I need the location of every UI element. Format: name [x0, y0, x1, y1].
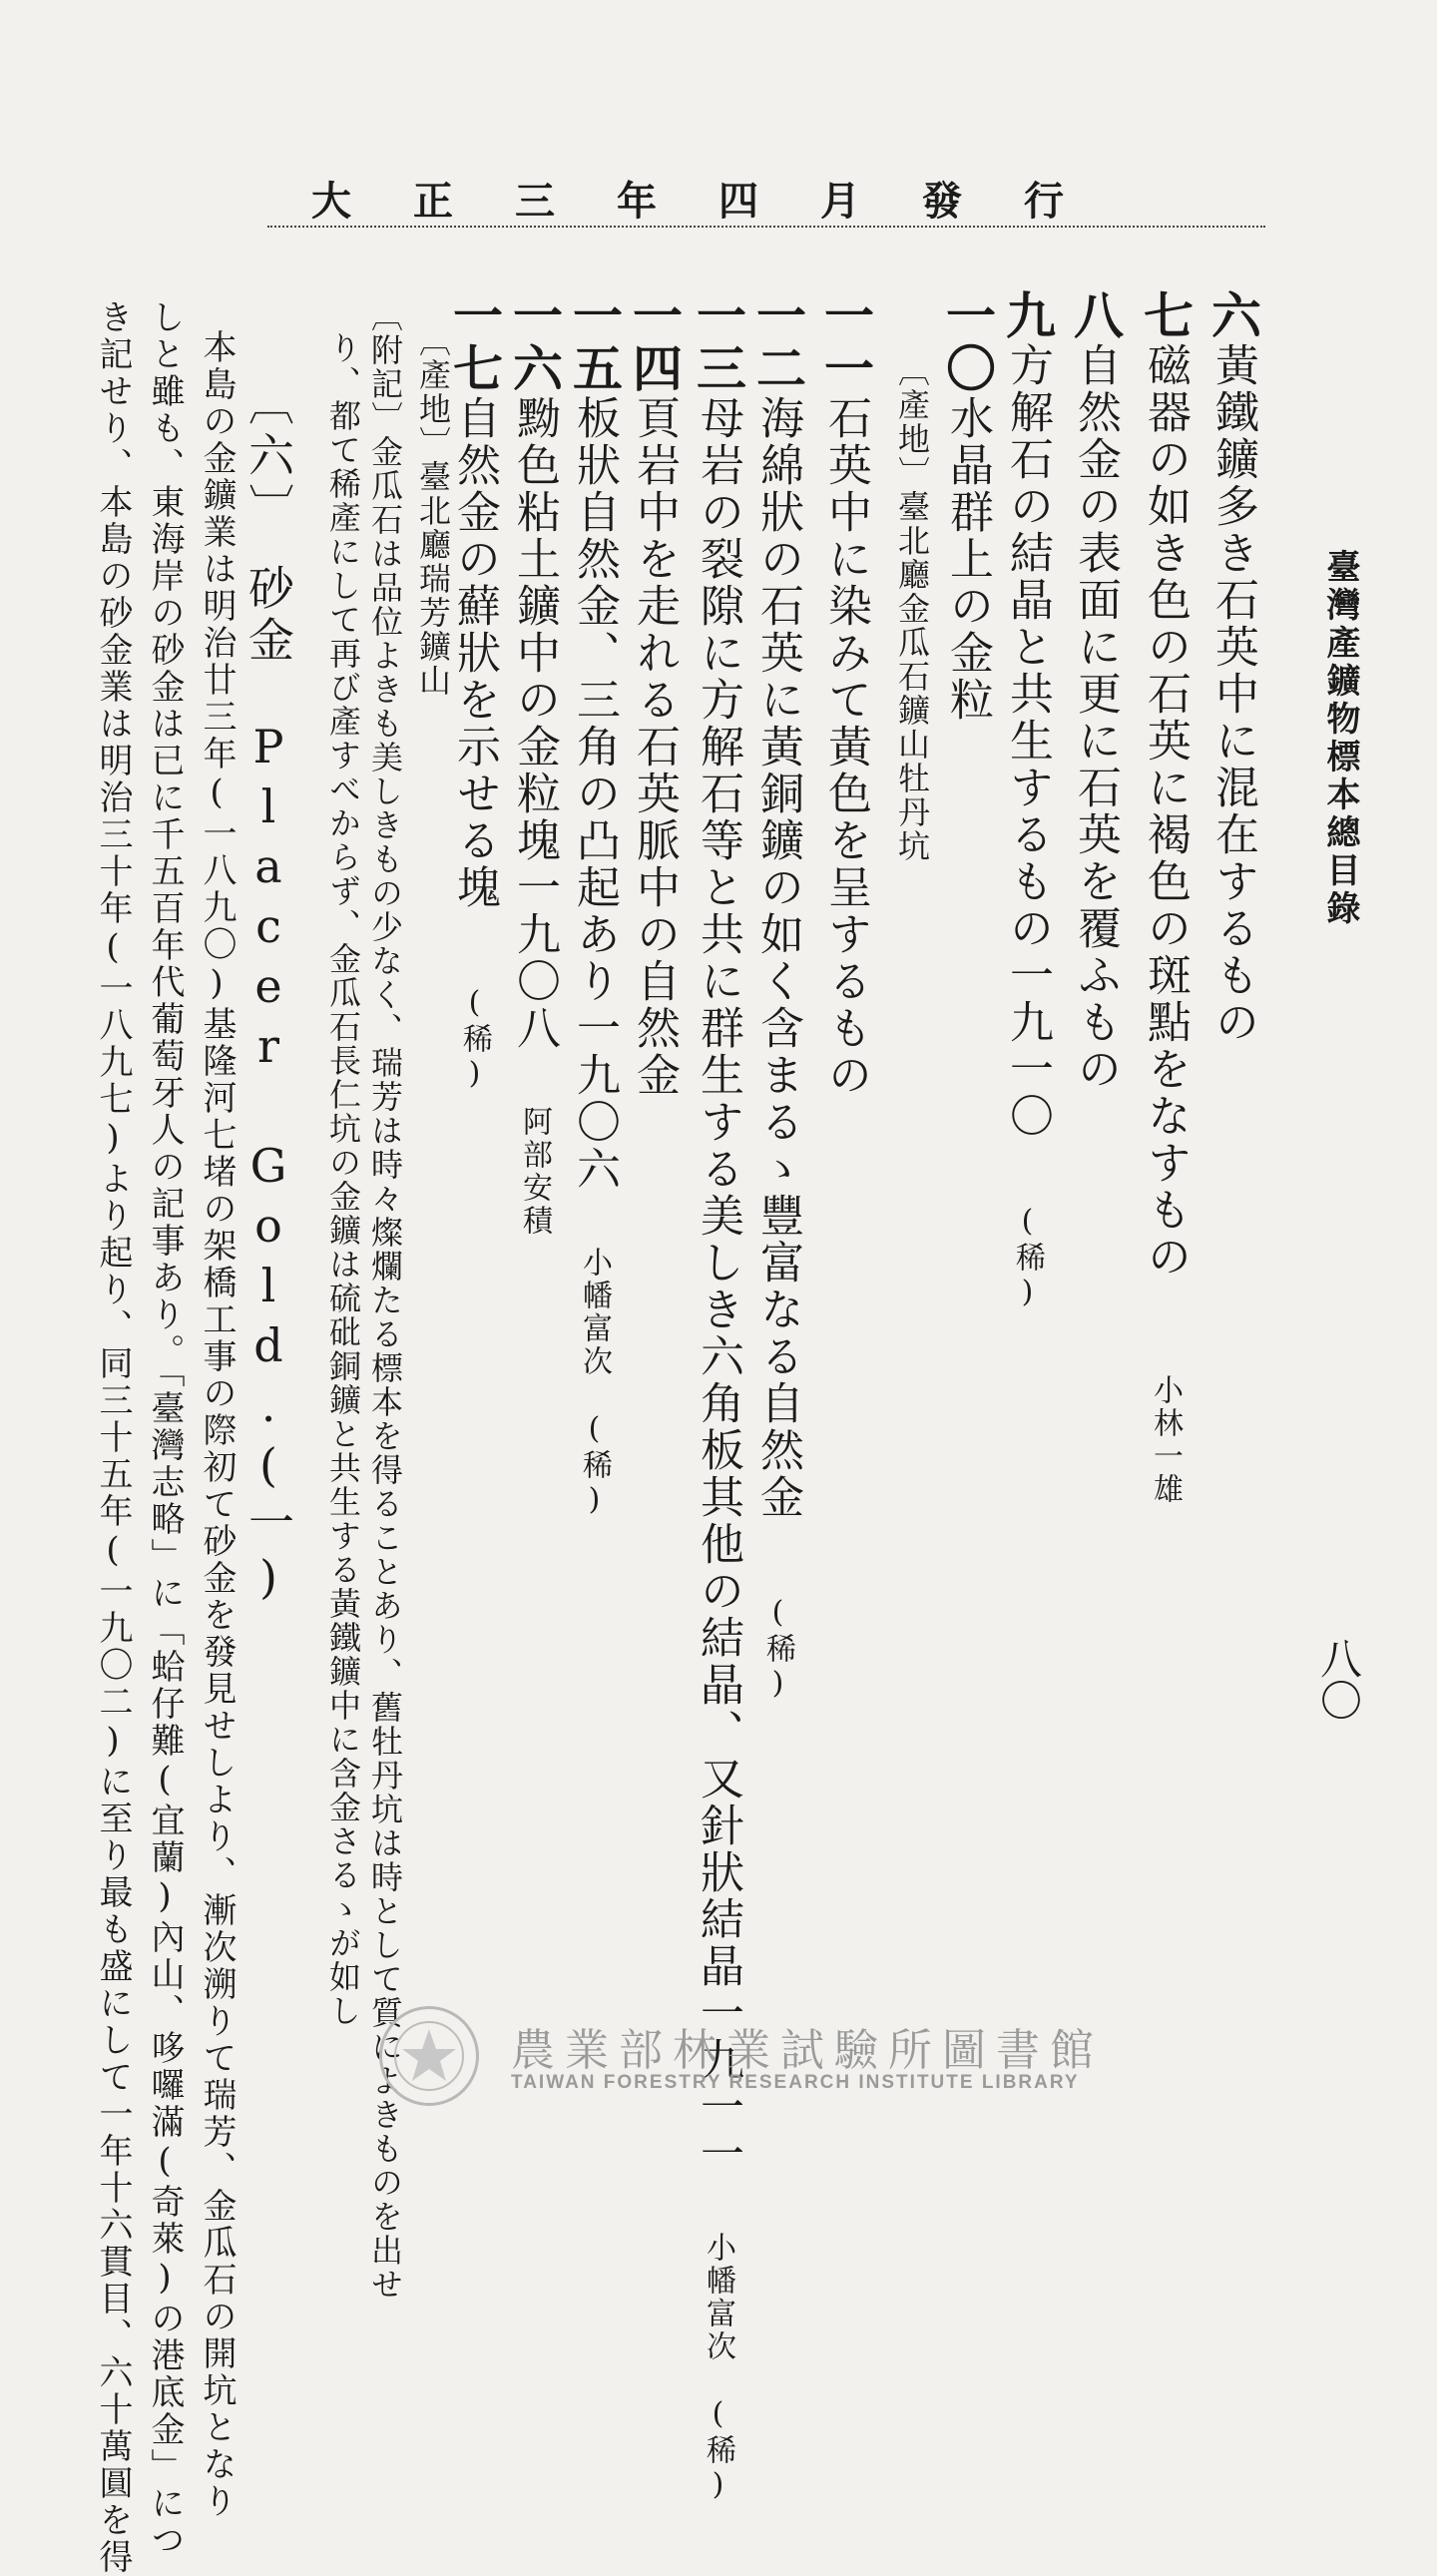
page-header: 大正三年四月發行	[311, 178, 1126, 225]
locality-text: 〔產地〕臺北廳瑞芳鑛山	[414, 324, 452, 698]
entry-number: 一六	[505, 289, 564, 395]
entry-text: 板狀自然金、三角の凸起あり一九〇六	[569, 395, 620, 1193]
entry-8	[1066, 289, 1125, 1093]
entry-15	[565, 289, 624, 1520]
entry-text: 黝色粘土鑛中の金粒塊一九〇八	[509, 395, 560, 1052]
entry-text: 自然金の蘚狀を示せる塊	[449, 395, 500, 911]
entry-number: 一〇	[938, 289, 997, 395]
entry-text: 黃鐵鑛多き石英中に混在するもの	[1207, 342, 1258, 1046]
entry-locality	[414, 324, 452, 698]
entry-text: 石英中に染みて黃色を呈するもの	[820, 395, 871, 1099]
entry-note: (稀)	[1010, 1204, 1045, 1312]
entry-number: 一七	[445, 289, 504, 395]
entry-number: 一五	[565, 289, 624, 395]
body-paragraph-line: 本島の金鑛業は明治廿三年(一八九〇)基隆河七堵の架橋工事の際初て砂金を發見せしより、漸次溯りて瑞芳、金瓜石の開坑となり	[197, 329, 237, 2520]
entry-14	[625, 289, 684, 1099]
running-title: 臺灣產鑛物標本總目錄	[1320, 549, 1360, 928]
entry-12	[748, 289, 807, 1704]
appendix-note-continued	[324, 331, 362, 2028]
entry-13	[689, 289, 747, 2505]
appendix-label: 〔附記〕	[366, 299, 404, 435]
entry-6	[1203, 289, 1262, 1046]
library-name-cn: 農業部林業試驗所圖書館	[511, 2025, 1104, 2076]
entry-number: 六	[1203, 289, 1262, 342]
entry-note: (稀)	[760, 1595, 795, 1704]
appendix-note	[366, 299, 404, 2302]
entry-number: 一四	[625, 289, 684, 395]
body-paragraph-line: しと雖も、東海岸の砂金は已に千五百年代葡萄牙人の記事あり。「臺灣志略」に「蛤仔難(宜蘭)內山、哆囉滿(奇萊)の港底金」につ	[145, 299, 185, 2559]
entry-number: 一一	[816, 289, 875, 395]
entry-text: 母岩の裂隙に方解石等と共に群生する美しき六角板其他の結晶、又針狀結晶一九一一	[693, 395, 743, 2178]
entry-text: 磁器の如き色の石英に褐色の斑點をなすもの	[1140, 342, 1191, 1281]
locality-text: 〔產地〕臺北廳金瓜石鑛山牡丹坑	[893, 354, 931, 863]
appendix-line: り、都て稀產にして再び產すべからず、金瓜石長仁坑の金鑛は硫砒銅鑛と共生する黃鐵鑛中に含金さるゝが如し	[324, 331, 362, 2028]
entry-text: 水晶群上の金粒	[942, 395, 993, 724]
appendix-line: 金瓜石は品位よきも美しきもの少なく、瑞芳は時々燦爛たる標本を得ることあり、舊牡丹坑は時として質によきものを出せ	[366, 435, 404, 2302]
library-name-en: TAIWAN FORESTRY RESEARCH INSTITUTE LIBRARY	[511, 2072, 1080, 2093]
entry-10	[938, 289, 997, 724]
section-title: 〔六〕 砂金 Placer Gold.(一)	[241, 379, 295, 1610]
tfri-seal-icon	[379, 2006, 479, 2106]
entry-17	[445, 289, 504, 1094]
entry-number: 一三	[689, 289, 747, 395]
entry-16	[505, 289, 564, 1238]
entry-number: 八	[1066, 289, 1125, 342]
entry-number: 九	[998, 289, 1057, 342]
entry-11	[816, 289, 875, 1099]
entry-note: (稀)	[457, 985, 492, 1094]
entry-text: 海綿狀の石英に黃銅鑛の如く含まるゝ豐富なる自然金	[752, 395, 803, 1521]
header-divider	[267, 226, 1265, 228]
entry-number: 七	[1136, 289, 1195, 342]
entry-7	[1136, 289, 1195, 1506]
body-paragraph-line: き記せり、本島の砂金業は明治三十年(一八九七)より起り、同三十五年(一九〇二)に至り最も盛にして一年十六貫目、六十萬圓を得	[93, 299, 133, 2576]
entry-locality	[893, 354, 931, 863]
entry-text: 自然金の表面に更に石英を覆ふもの	[1070, 342, 1121, 1093]
entry-note: 小林一雄	[1148, 1374, 1183, 1506]
entry-9	[998, 289, 1057, 1312]
entry-note: 阿部安積	[517, 1106, 552, 1238]
page-number: 八〇	[1314, 1637, 1363, 1721]
entry-note: 小幡富次 (稀)	[701, 2232, 735, 2505]
entry-note: 小幡富次 (稀)	[577, 1247, 612, 1520]
entry-text: 頁岩中を走れる石英脈中の自然金	[629, 395, 680, 1099]
entry-text: 方解石の結晶と共生するもの一九一〇	[1002, 342, 1053, 1140]
entry-number: 一二	[748, 289, 807, 395]
library-watermark	[379, 2006, 1104, 2106]
